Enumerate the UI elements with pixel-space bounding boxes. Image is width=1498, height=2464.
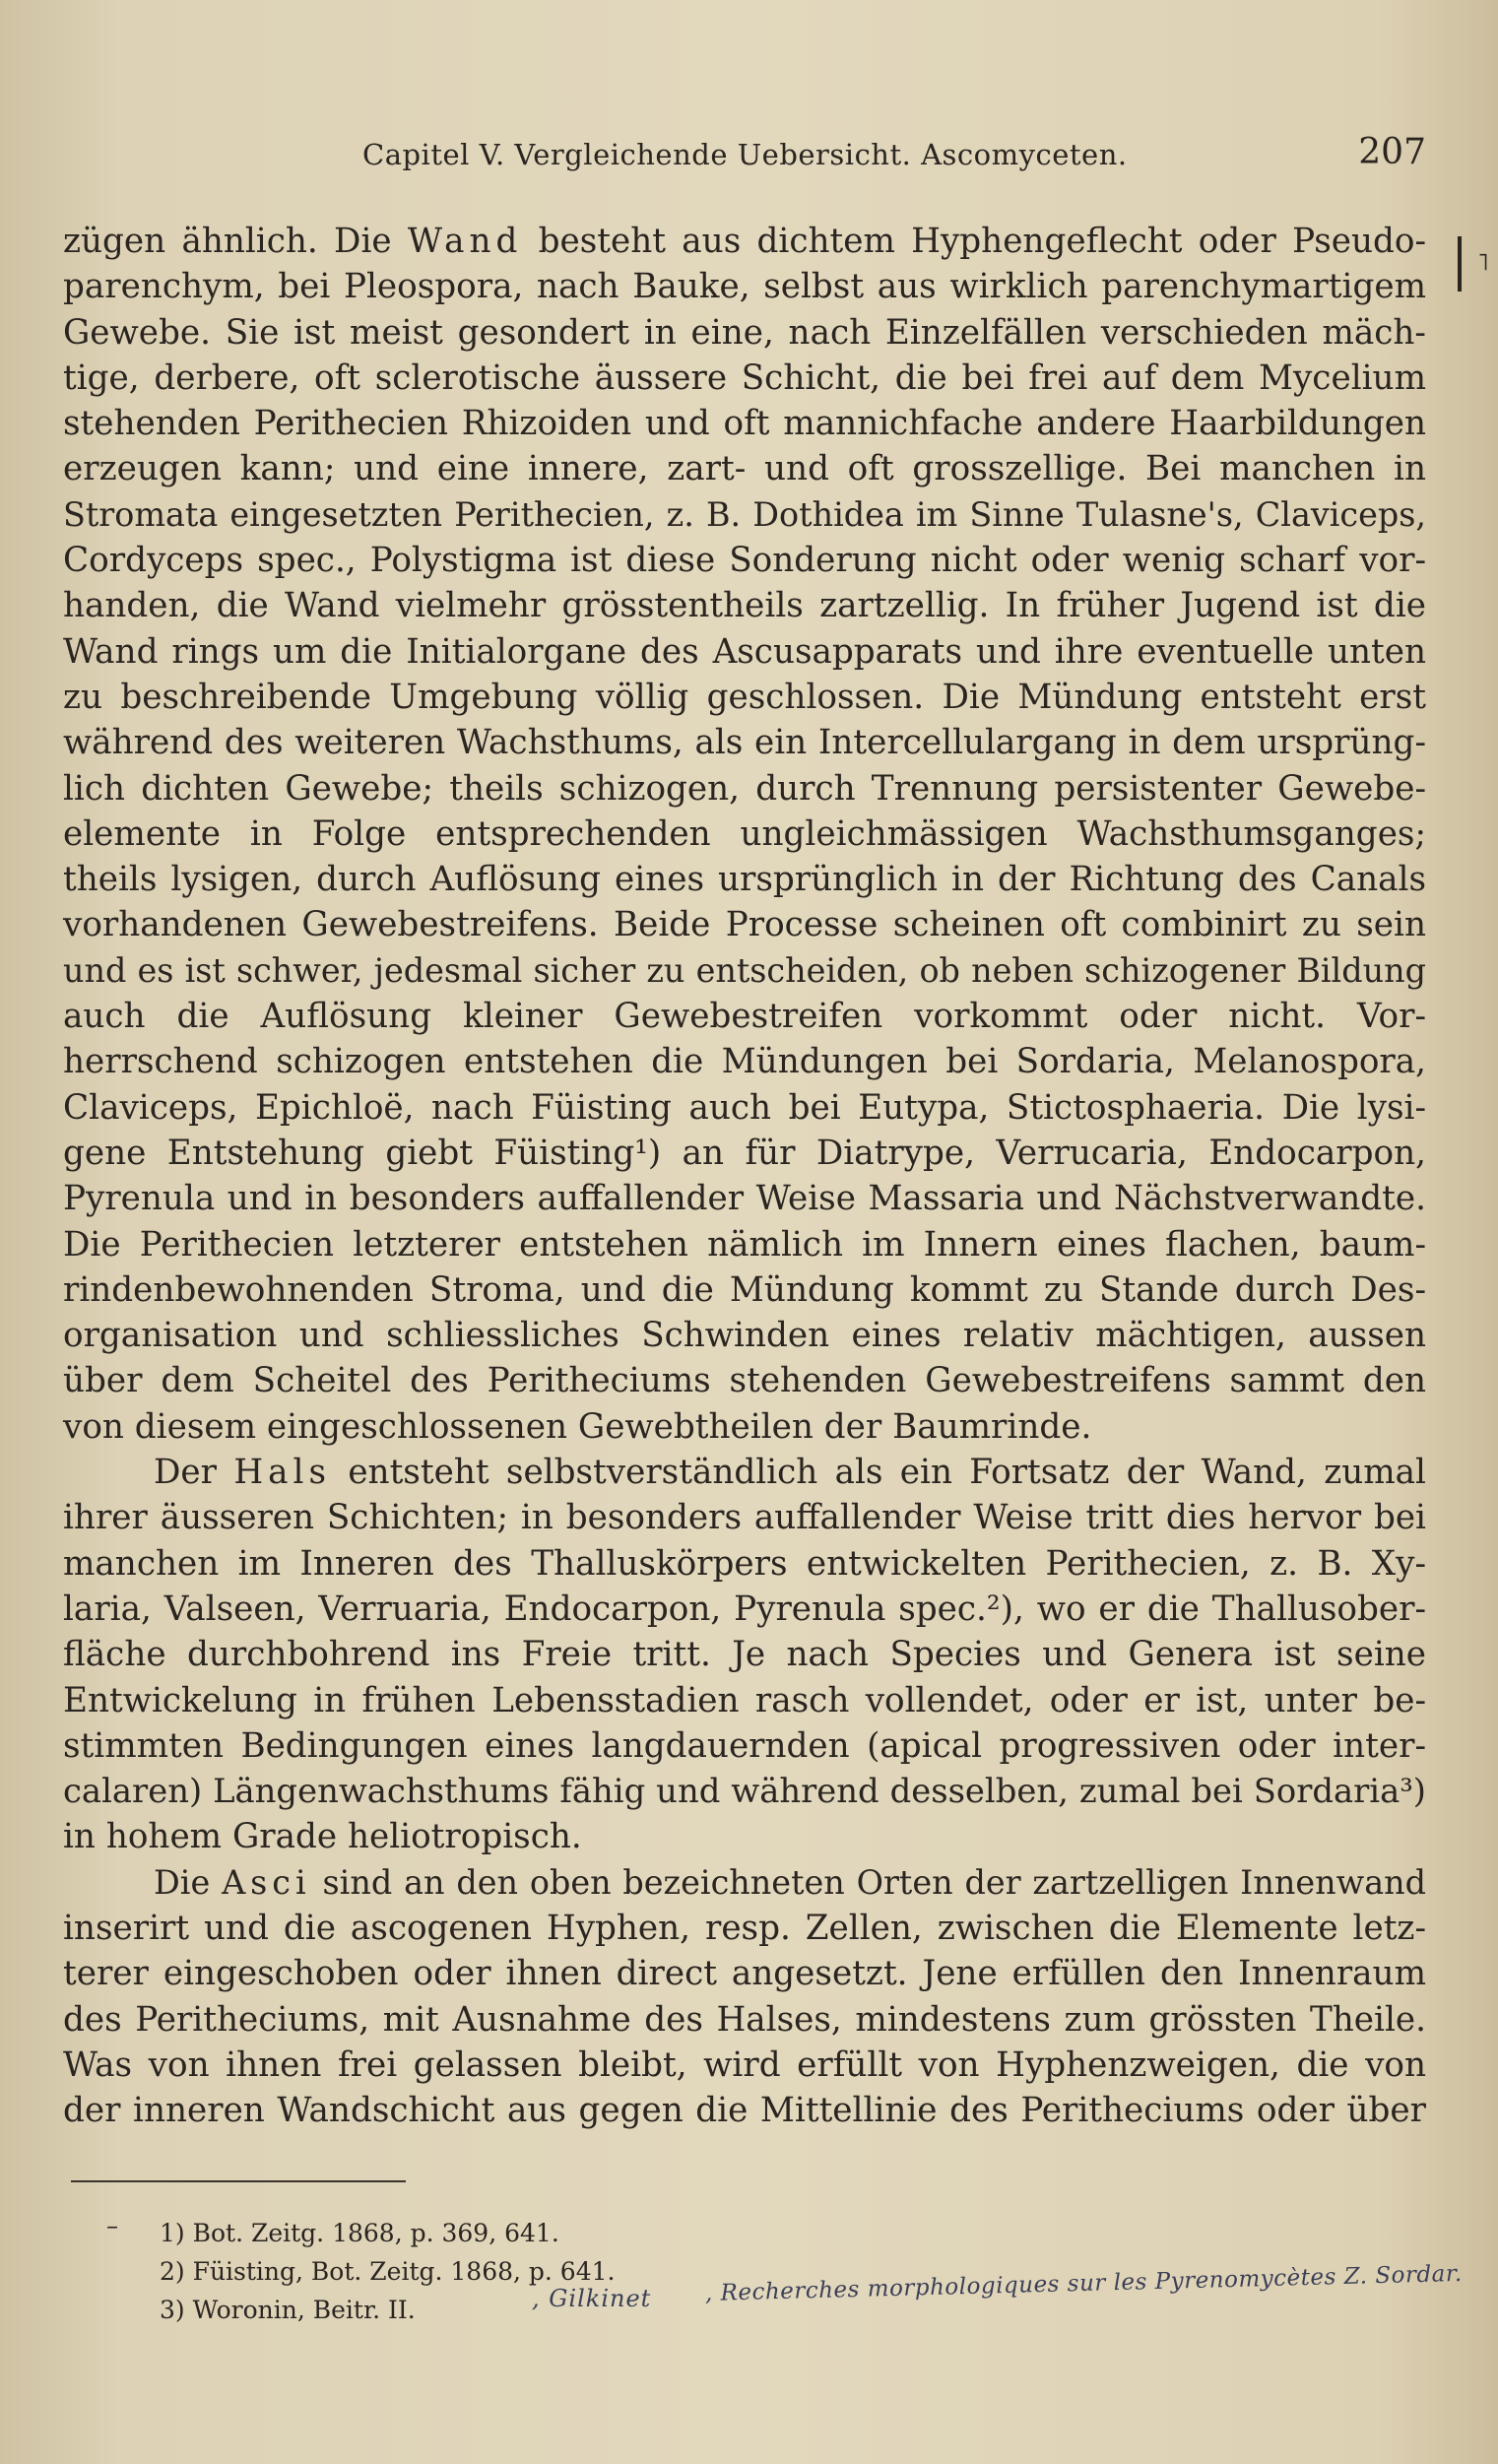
text-line: während des weiteren Wachsthums, als ein Intercellulargang in dem ursprüng- xyxy=(63,723,1426,763)
text-line: inserirt und die ascogenen Hyphen, resp. Zellen, zwischen die Elemente letz- xyxy=(63,1908,1426,1948)
paragraph-neck xyxy=(63,1450,1426,1860)
text-line: Cordyceps spec., Polystigma ist diese Sonderung nicht oder wenig scharf vor- xyxy=(63,541,1426,581)
text-line: Was von ihnen frei gelassen bleibt, wird erfüllt von Hyphenzweigen, die von xyxy=(63,2044,1426,2085)
text-line: Claviceps, Epichloë, nach Füisting auch bei Eutypa, Stictosphaeria. Die lysi- xyxy=(63,1087,1426,1128)
text-line: Pyrenula und in besonders auffallender Weise Massaria und Nächstverwandte. xyxy=(63,1179,1426,1219)
text-line: organisation und schliessliches Schwinden eines relativ mächtigen, aussen xyxy=(63,1316,1426,1356)
text-line: rindenbewohnenden Stroma, und die Mündung kommt zu Stande durch Des- xyxy=(63,1269,1426,1310)
spaced-keyword: Wand xyxy=(407,222,523,261)
text-line: laria, Valseen, Verruaria, Endocarpon, Pyrenula spec.²), wo er die Thallusober- xyxy=(63,1589,1426,1629)
text-line: Gewebe. Sie ist meist gesondert in eine, nach Einzelfällen verschieden mäch- xyxy=(63,312,1426,353)
text-line: Der Hals entsteht selbstverständlich als ein Fortsatz der Wand, zumal xyxy=(154,1453,1426,1493)
paragraph-perithecium-wall xyxy=(63,219,1426,1450)
text-line: Die Asci sind an den oben bezeichneten Orten der zartzelligen Innenwand xyxy=(154,1862,1426,1902)
text-line: manchen im Inneren des Thalluskörpers entwickelten Perithecien, z. B. Xy- xyxy=(63,1543,1426,1584)
text-line: lich dichten Gewebe; theils schizogen, durch Trennung persistenter Gewebe- xyxy=(63,768,1426,809)
footnote-dash-mark: – xyxy=(106,2212,118,2239)
text-line: Stromata eingesetzten Perithecien, z. B. Dothidea im Sinne Tulasne's, Claviceps, xyxy=(63,494,1426,534)
margin-tick-icon: ˥ xyxy=(1477,248,1489,276)
text-line: stimmten Bedingungen eines langdauernden (apical progressiven oder inter- xyxy=(63,1725,1426,1766)
text-line: handen, die Wand vielmehr grösstentheils zartzellig. In früher Jugend ist die xyxy=(63,586,1426,626)
text-line: ihrer äusseren Schichten; in besonders auffallender Weise tritt dies hervor bei xyxy=(63,1498,1426,1538)
text-line: in hohem Grade heliotropisch. xyxy=(63,1817,582,1857)
body-text xyxy=(63,219,1426,2133)
text-line: von diesem eingeschlossenen Gewebtheilen der Baumrinde. xyxy=(63,1406,1092,1447)
text-line: theils lysigen, durch Auflösung eines ursprünglich in der Richtung des Canals xyxy=(63,860,1426,900)
text-line: fläche durchbohrend ins Freie tritt. Je nach Species und Genera ist seine xyxy=(63,1635,1426,1675)
text-line: der inneren Wandschicht aus gegen die Mittellinie des Peritheciums oder über xyxy=(63,2091,1426,2131)
text-line: gene Entstehung giebt Füisting¹) an für Diatrype, Verrucaria, Endocarpon, xyxy=(63,1133,1426,1173)
footnote-1: 1) Bot. Zeitg. 1868, p. 369, 641. xyxy=(160,2219,559,2247)
text-line: über dem Scheitel des Peritheciums stehenden Gewebestreifens sammt den xyxy=(63,1361,1426,1401)
text-line: parenchym, bei Pleospora, nach Bauke, selbst aus wirklich parenchymartigem xyxy=(63,267,1426,307)
text-line: calaren) Längenwachsthums fähig und während desselben, zumal bei Sordaria³) xyxy=(63,1772,1426,1811)
text-line: stehenden Perithecien Rhizoiden und oft mannichfache andere Haarbildungen xyxy=(63,404,1426,444)
text-line: zu beschreibende Umgebung völlig geschlossen. Die Mündung entsteht erst xyxy=(63,677,1426,717)
text-line: herrschend schizogen entstehen die Mündungen bei Sordaria, Melanospora, xyxy=(63,1042,1426,1082)
running-title: Capitel V. Vergleichende Uebersicht. Ascomyceten. xyxy=(362,138,1128,171)
footnote-3: 3) Woronin, Beitr. II. xyxy=(160,2296,416,2324)
footnote-rule xyxy=(71,2180,406,2182)
text-line: auch die Auflösung kleiner Gewebestreifen vorkommt oder nicht. Vor- xyxy=(63,997,1426,1037)
spaced-keyword: Hals xyxy=(233,1453,331,1493)
text-line: Wand rings um die Initialorgane des Ascusapparats und ihre eventuelle unten xyxy=(63,631,1426,672)
page-number: 207 xyxy=(1358,132,1426,172)
text-line: vorhandenen Gewebestreifens. Beide Processe scheinen oft combinirt zu sein xyxy=(63,905,1426,945)
text-line: und es ist schwer, jedesmal sicher zu entscheiden, ob neben schizogener Bildung xyxy=(63,950,1426,990)
page-header xyxy=(362,132,1426,183)
handwritten-note-title: , Recherches morphologiques sur les Pyrenomycètes Z. Sordar. xyxy=(704,2260,1463,2306)
text-line: terer eingeschoben oder ihnen direct angesetzt. Jene erfüllen den Innenraum xyxy=(63,1954,1426,1994)
text-line: Entwickelung in frühen Lebensstadien rasch vollendet, oder er ist, unter be- xyxy=(63,1680,1426,1720)
paragraph-asci xyxy=(63,1860,1426,2134)
text-line: zügen ähnlich. Die Wand besteht aus dichtem Hyphengeflecht oder Pseudo- xyxy=(63,222,1427,261)
text-line: des Peritheciums, mit Ausnahme des Halses, mindestens zum grössten Theile. xyxy=(63,1999,1426,2040)
text-line: tige, derbere, oft sclerotische äussere Schicht, die bei frei auf dem Mycelium xyxy=(63,357,1426,398)
handwritten-note-author: , Gilkinet xyxy=(532,2285,652,2312)
margin-mark xyxy=(1458,236,1462,292)
text-line: erzeugen kann; und eine innere, zart- und oft grosszellige. Bei manchen in xyxy=(63,449,1426,489)
text-line: elemente in Folge entsprechenden ungleichmässigen Wachsthumsganges; xyxy=(63,813,1426,854)
spaced-keyword: Asci xyxy=(222,1862,311,1902)
footnote-2: 2) Füisting, Bot. Zeitg. 1868, p. 641. xyxy=(160,2257,616,2286)
text-line: Die Perithecien letzterer entstehen nämlich im Innern eines flachen, baum- xyxy=(63,1224,1426,1264)
